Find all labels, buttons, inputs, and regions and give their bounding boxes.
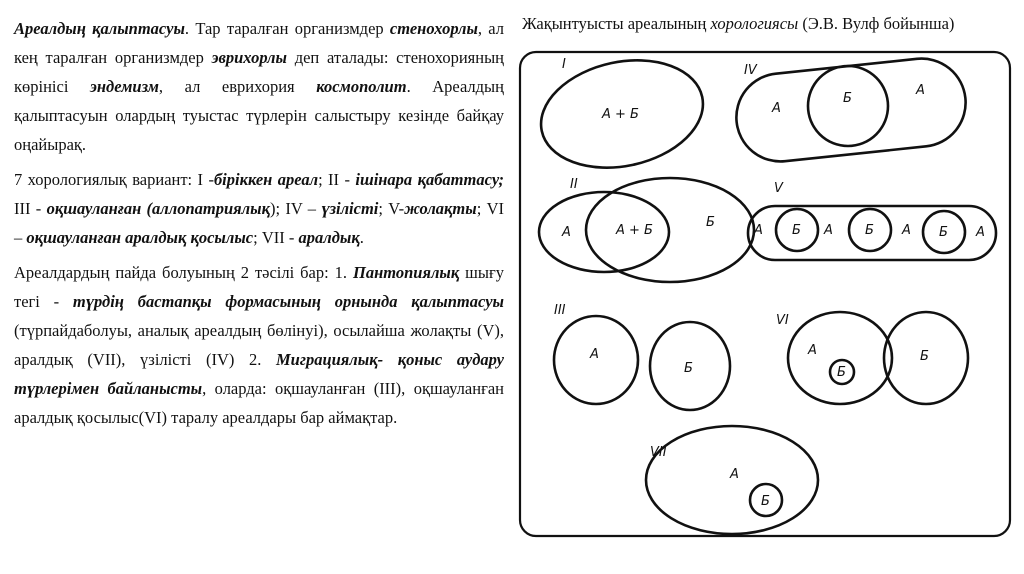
label-IV-b: Б (843, 91, 852, 106)
term-endemism: эндемизм (90, 77, 159, 96)
label-V-b1: Б (792, 223, 801, 238)
term-eurychore: эврихорлы (211, 48, 287, 67)
text-run: . Тар таралған организмдер (184, 19, 390, 38)
numeral-VI: VI (776, 313, 789, 328)
term-original-form: түрдің бастапқы формасының орнында қалыптасуы (72, 292, 504, 311)
term-areal-formation: Ареалдың қалыптасуы (14, 19, 185, 38)
text-run: ; VII - (253, 228, 299, 247)
text-run: (түрпайдаболуы, аналық ареалдың бөлінуі), осылайша жолақты (V), аралдық (VII), үзілісті (IV) 2. (14, 321, 504, 369)
text-run: . Ареалдың қалыптасуын олардың туыстас түрлерін салыстыру кезінде байқау оңайырақ. (14, 77, 504, 154)
numeral-V: V (774, 181, 783, 196)
paragraph-chorology-variants (14, 165, 504, 252)
text-column (14, 14, 504, 438)
label-III-b: Б (684, 361, 693, 376)
label-V-a1: А (754, 223, 763, 238)
numeral-IV: IV (744, 63, 757, 78)
text-run: III - (14, 199, 47, 218)
text-run: ; II - (318, 170, 356, 189)
label-IV-a1: А (772, 101, 781, 116)
areal-VI-a (788, 312, 892, 404)
label-II-a: А (562, 225, 571, 240)
chorology-figure (518, 48, 1014, 540)
label-VII-a: А (730, 467, 739, 482)
paragraph-areal-origin (14, 258, 504, 432)
term-isolated: оқшауланған (аллопатриялық (46, 199, 270, 218)
term-striped: жолақты (404, 199, 477, 218)
caption-italic: хорологиясы (710, 14, 799, 33)
text-run: ; VI – (14, 199, 505, 247)
text-run: шығу тегі - (14, 263, 504, 311)
text-run: Ареалдардың пайда болуының 2 тәсілі бар: 1. (14, 263, 353, 282)
caption-text: Жақынтуысты ареалының (522, 14, 711, 33)
paragraph-areal-formation (14, 14, 504, 159)
numeral-II: II (570, 177, 578, 192)
term-migration: Миграциялық- қоныс аудару түрлерімен байланысты (14, 350, 504, 398)
label-III-a: А (590, 347, 599, 362)
label-VI-b: Б (920, 349, 929, 364)
numeral-I: I (562, 57, 566, 72)
label-II-b: Б (706, 215, 715, 230)
figure-caption (522, 14, 954, 34)
label-VII-island: Б (761, 494, 770, 509)
label-V-a4: А (976, 225, 985, 240)
term-cosmopolitan: космополит (316, 77, 407, 96)
numeral-III: III (554, 303, 566, 318)
figure-frame (520, 52, 1010, 536)
text-run: ; V- (378, 199, 405, 218)
term-discontinuous: үзілісті (321, 199, 379, 218)
label-V-b2: Б (865, 223, 874, 238)
term-pantopic: Пантопиялық (352, 263, 460, 282)
text-run: . (359, 228, 364, 247)
text-run: , ал еврихория (158, 77, 317, 96)
text-run: , оларда: оқшауланған (III), оқшауланған аралдық қосылыс(VI) таралу ареалдары бар аймақтар. (14, 379, 504, 427)
areal-IV-inner (808, 66, 888, 146)
term-island: аралдық (298, 228, 360, 247)
label-V-a3: А (902, 223, 911, 238)
label-VI-island: Б (837, 365, 846, 380)
text-run: деп аталады: стенохорияның көрінісі (14, 48, 504, 96)
label-V-a2: А (824, 223, 833, 238)
label-II-ab: А + Б (616, 223, 653, 238)
text-run: , ал кең таралған организмдер (14, 19, 505, 67)
term-isolated-island: оқшауланған аралдық қосылыс (26, 228, 254, 247)
label-V-b3: Б (939, 225, 948, 240)
term-partial-overlap: ішінара қабаттасу; (355, 170, 505, 189)
text-run: ); IV – (269, 199, 322, 218)
areal-IV-outer (732, 54, 970, 166)
numeral-VII: VII (650, 445, 667, 460)
label-IV-a2: А (916, 83, 925, 98)
chorology-diagram (518, 48, 1014, 540)
label-VI-a: А (808, 343, 817, 358)
term-united-areal: біріккен ареал (213, 170, 319, 189)
caption-text: (Э.В. Вулф бойынша) (798, 14, 955, 33)
term-stenochore: стенохорлы (389, 19, 478, 38)
label-I-ab: А + Б (602, 107, 639, 122)
text-run: 7 хорологиялық вариант: I - (14, 170, 214, 189)
